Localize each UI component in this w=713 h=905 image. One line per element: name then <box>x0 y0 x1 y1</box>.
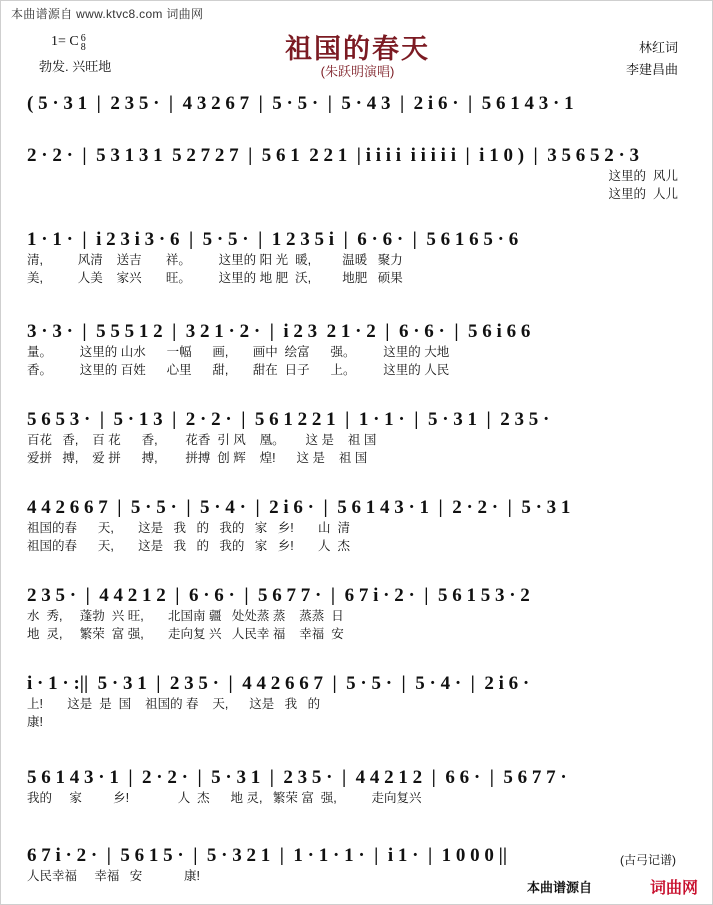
lyric-line-2: 香。 这里的 百姓 心里 甜, 甜在 日子 上。 这里的 人民 <box>27 363 450 377</box>
music-system-2 <box>1 145 713 203</box>
notation-line: 3 · 3 · | 5 5 5 1 2 | 3 2 1 · 2 · | i 2 3 2 1 · 2 | 6 · 6 · | 5 6 i 6 6 <box>27 321 531 342</box>
composer-credit: 李建昌曲 <box>625 62 678 77</box>
notation-line: i · 1 · :|| 5 · 3 1 | 2 3 5 · | 4 4 2 6 6 7 | 5 · 5 · | 5 · 4 · | 2 i 6 · <box>27 673 530 694</box>
footer-watermark-right: 词曲网 <box>649 880 698 897</box>
music-system-5 <box>1 409 713 467</box>
notation-line: ( 5 · 3 1 | 2 3 5 · | 4 3 2 6 7 | 5 · 5 · | 5 · 4 3 | 2 i 6 · | 5 6 1 4 3 · 1 <box>27 93 574 114</box>
performer-subtitle: (朱跃明演唱) <box>320 64 395 79</box>
lyric-line-1: 量。 这里的 山水 一幅 画, 画中 绘富 强。 这里的 大地 <box>27 345 450 359</box>
lyric-line-1: 清, 风清 送吉 祥。 这里的 阳 光 暖, 温暖 聚力 <box>27 253 403 267</box>
lyric-line-2: 地 灵, 繁荣 富 强, 走向复 兴 人民幸 福 幸福 安 <box>27 627 344 641</box>
notation-line: 6 7 i · 2 · | 5 6 1 5 · | 5 · 3 2 1 | 1 · 1 · 1 · | i 1 · | 1 0 0 0 || <box>27 845 508 866</box>
music-system-1 <box>1 93 713 115</box>
lyric-line-1: 上! 这是 是 国 祖国的 春 天, 这是 我 的 <box>27 697 321 711</box>
music-system-7 <box>1 585 713 643</box>
time-signature-numerator: 6 <box>80 33 86 44</box>
notation-line: 2 · 2 · | 5 3 1 3 1 5 2 7 2 7 | 5 6 1 2 2 1 | i i i i i i i i i | i 1 0 ) | 3 5 6 5 2 · 3 <box>27 145 640 166</box>
notation-line: 2 3 5 · | 4 4 2 1 2 | 6 · 6 · | 5 6 7 7 · | 6 7 i · 2 · | 5 6 1 5 3 · 2 <box>27 585 530 606</box>
lyric-line-1: 我的 家 乡! 人 杰 地 灵, 繁荣 富 强, 走向复兴 <box>27 791 422 805</box>
lyric-line-2: 美, 人美 家兴 旺。 这里的 地 肥 沃, 地肥 硕果 <box>27 271 403 285</box>
time-signature-denominator: 8 <box>80 42 86 53</box>
lyric-line-1: 祖国的春 天, 这是 我 的 我的 家 乡! 山 清 <box>27 521 350 535</box>
footer-watermark-left: 本曲谱源自 <box>526 880 592 895</box>
music-system-8 <box>1 673 713 731</box>
music-system-3 <box>1 229 713 287</box>
top-watermark: 本曲谱源自 www.ktvc8.com 词曲网 <box>11 7 204 21</box>
music-system-9 <box>1 767 713 807</box>
lyric-line-2: 爱拼 搏, 爱 拼 搏, 拼搏 创 辉 煌! 这 是 祖 国 <box>27 451 368 465</box>
lyric-line-1: 百花 香, 百 花 香, 花香 引 风 凰。 这 是 祖 国 <box>27 433 377 447</box>
lyricist-credit: 林红词 <box>638 40 678 55</box>
key-label: 1= C <box>51 34 79 50</box>
music-system-10 <box>1 845 713 885</box>
lyric-line-1: 这里的 风儿 <box>608 169 678 183</box>
tempo-marking: 勃发. 兴旺地 <box>39 59 112 74</box>
lyric-line-2: 祖国的春 天, 这是 我 的 我的 家 乡! 人 杰 <box>27 539 350 553</box>
music-system-4 <box>1 321 713 379</box>
arranger-credit: (古弓记谱) <box>620 853 676 867</box>
lyric-line-1: 人民幸福 幸福 安 康! <box>27 869 200 883</box>
notation-line: 5 6 5 3 · | 5 · 1 3 | 2 · 2 · | 5 6 1 2 2 1 | 1 · 1 · | 5 · 3 1 | 2 3 5 · <box>27 409 550 430</box>
page-title: 祖国的春天 <box>285 34 430 64</box>
music-system-6 <box>1 497 713 555</box>
notation-line: 1 · 1 · | i 2 3 i 3 · 6 | 5 · 5 · | 1 2 3 5 i | 6 · 6 · | 5 6 1 6 5 · 6 <box>27 229 519 250</box>
lyric-line-2: 康! <box>27 715 43 729</box>
lyric-line-2: 这里的 人儿 <box>608 187 678 201</box>
notation-line: 4 4 2 6 6 7 | 5 · 5 · | 5 · 4 · | 2 i 6 · | 5 6 1 4 3 · 1 | 2 · 2 · | 5 · 3 1 <box>27 497 571 518</box>
lyric-line-1: 水 秀, 蓬勃 兴 旺, 北国南 疆 处处蒸 蒸 蒸蒸 日 <box>27 609 344 623</box>
notation-line: 5 6 1 4 3 · 1 | 2 · 2 · | 5 · 3 1 | 2 3 5 · | 4 4 2 1 2 | 6 6 · | 5 6 7 7 · <box>27 767 567 788</box>
